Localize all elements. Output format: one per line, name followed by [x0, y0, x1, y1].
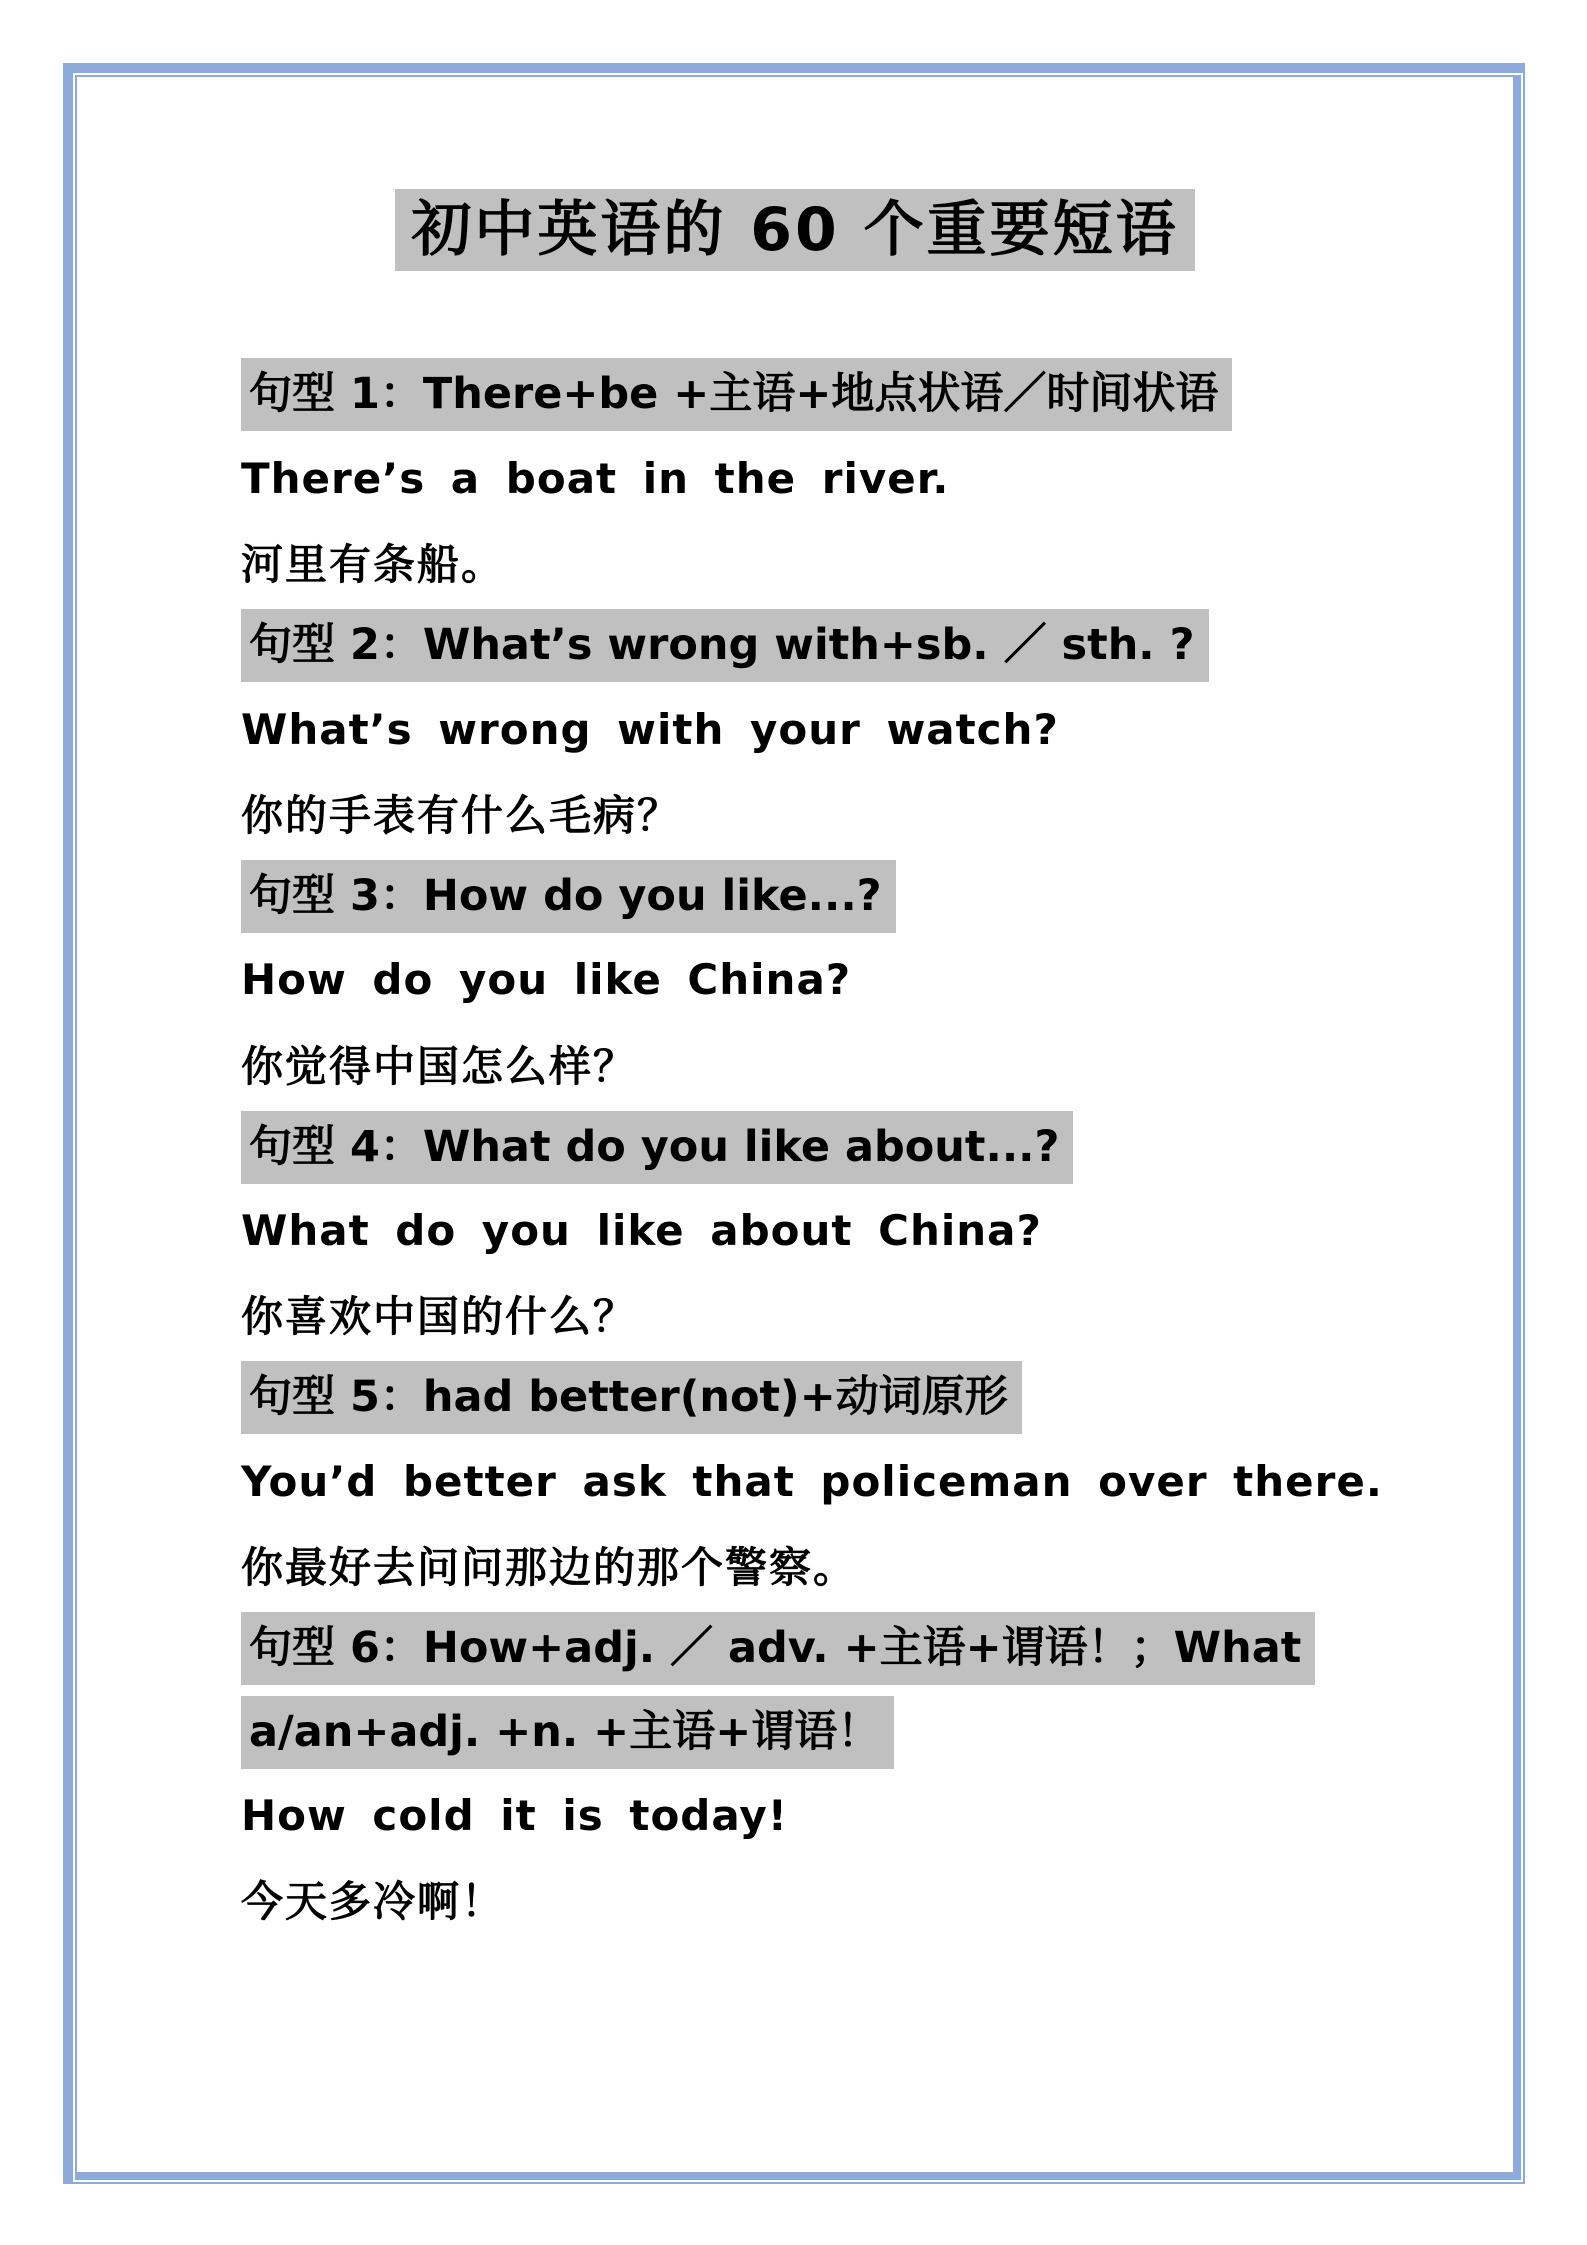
page-border-inner	[75, 75, 1521, 2180]
section-1-example-english: There’s a boat in the river.	[241, 453, 950, 503]
section-6-header-line-2: a/an+adj. +n. +主语+谓语！	[241, 1696, 894, 1769]
section-3-header: 句型 3：How do you like...?	[241, 860, 896, 933]
sentence-pattern-list	[241, 353, 1513, 1941]
section-2-header: 句型 2：What’s wrong with+sb. ／ sth. ?	[241, 609, 1209, 682]
section-6-example-english: How cold it is today!	[241, 1791, 788, 1841]
title-row	[77, 189, 1513, 271]
section-5-example-english: You’d better ask that policeman over there.	[241, 1457, 1383, 1507]
section-4-header-row	[241, 1105, 1513, 1189]
page-border-outer	[63, 63, 1525, 2184]
section-5-header-row	[241, 1356, 1513, 1440]
section-1-example-chinese: 河里有条船。	[241, 539, 506, 589]
page-title: 初中英语的 60 个重要短语	[395, 189, 1194, 271]
section-3-example-english: How do you like China?	[241, 955, 852, 1005]
section-5-header: 句型 5：had better(not)+动词原形	[241, 1361, 1022, 1434]
section-6-header-row-2	[241, 1691, 1513, 1775]
section-1-header: 句型 1：There+be +主语+地点状语／时间状语	[241, 358, 1232, 431]
section-6-example-chinese: 今天多冷啊！	[241, 1877, 506, 1927]
document-page	[77, 189, 1513, 2180]
section-3-example-chinese: 你觉得中国怎么样？	[241, 1041, 638, 1091]
section-2-header-row	[241, 604, 1513, 688]
section-6-header-line-1: 句型 6：How+adj. ／ adv. +主语+谓语！；What	[241, 1612, 1315, 1685]
section-4-header: 句型 4：What do you like about...?	[241, 1111, 1073, 1184]
section-6-header-row-1	[241, 1607, 1513, 1691]
section-1-header-row	[241, 353, 1513, 437]
section-5-example-chinese: 你最好去问问那边的那个警察。	[241, 1543, 858, 1593]
section-2-example-chinese: 你的手表有什么毛病？	[241, 790, 682, 840]
section-2-example-english: What’s wrong with your watch?	[241, 704, 1059, 754]
section-4-example-chinese: 你喜欢中国的什么？	[241, 1292, 638, 1342]
section-4-example-english: What do you like about China?	[241, 1206, 1042, 1256]
section-3-header-row	[241, 855, 1513, 939]
